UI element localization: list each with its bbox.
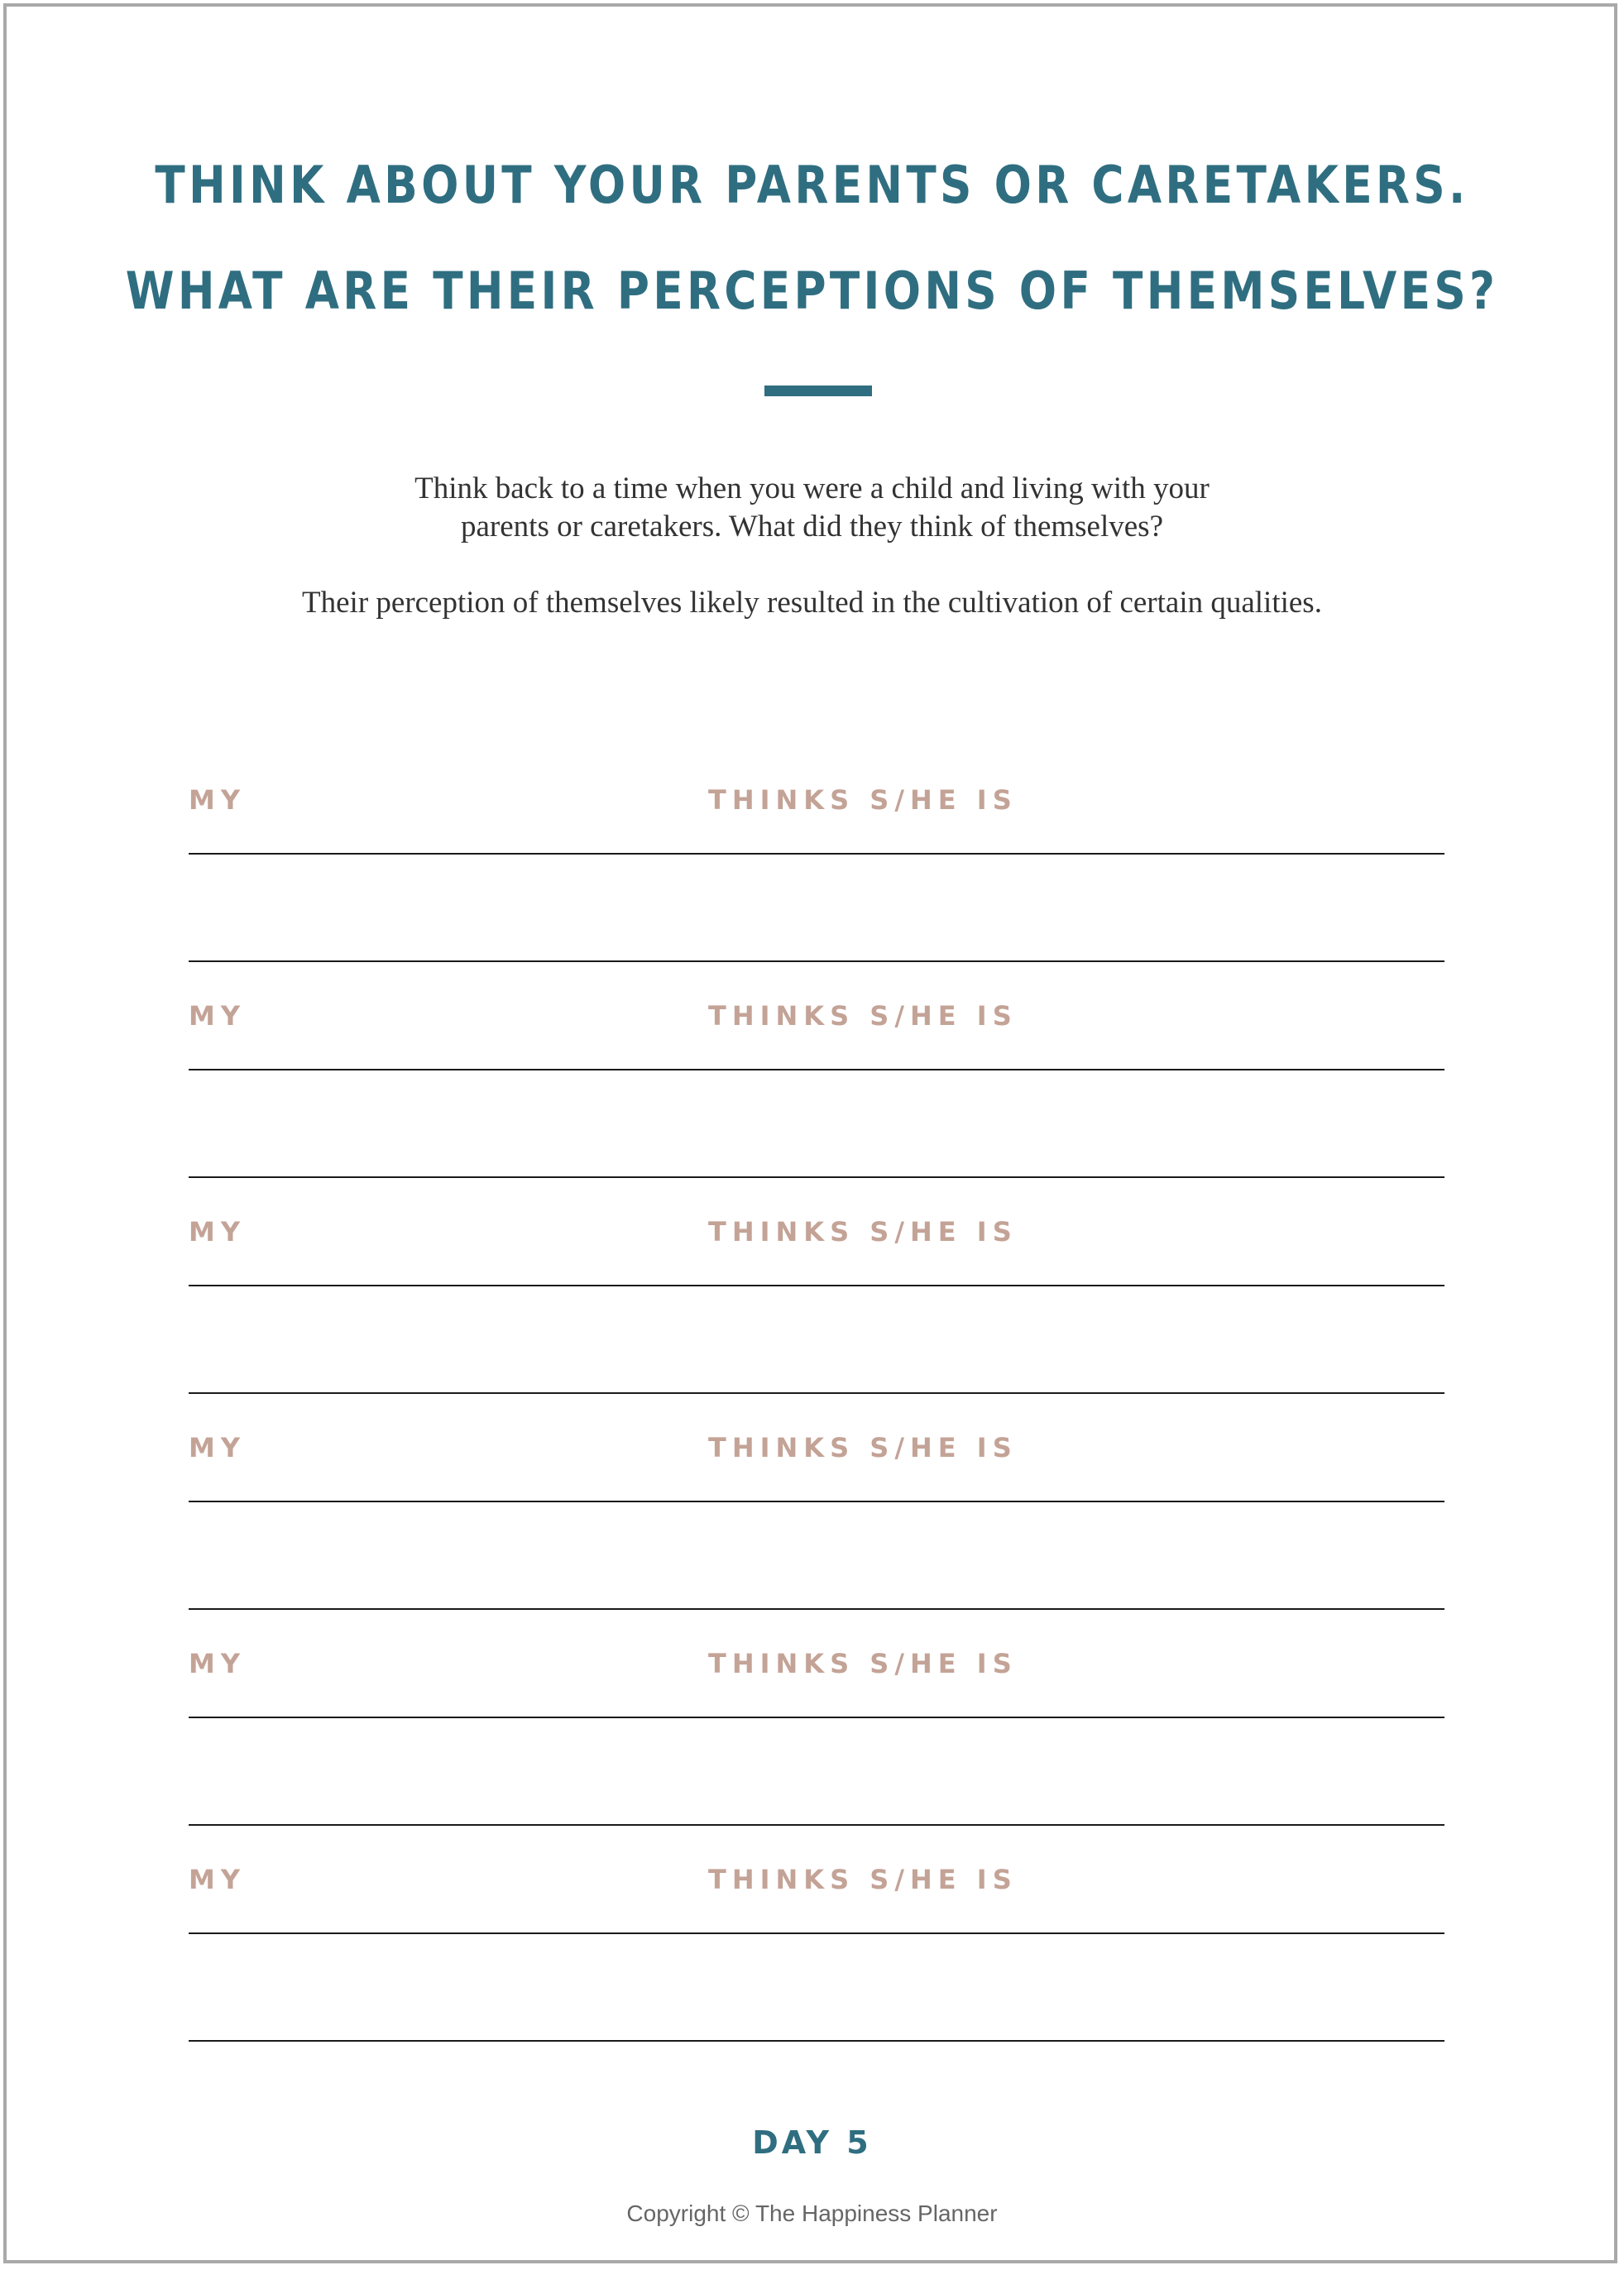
row-label-area[interactable] <box>189 1633 1444 1717</box>
answer-space[interactable] <box>189 1502 1444 1608</box>
my-label: MY <box>189 784 247 816</box>
intro-line-2: parents or caretakers. What did they think of themselves? <box>461 510 1163 544</box>
my-label: MY <box>189 1432 247 1463</box>
row-label-area[interactable] <box>189 1417 1444 1501</box>
answer-space[interactable] <box>189 855 1444 960</box>
thinks-label: THINKS S/HE IS <box>708 1432 1018 1463</box>
thinks-label: THINKS S/HE IS <box>708 784 1018 816</box>
row-label-area[interactable] <box>189 985 1444 1069</box>
worksheet-row <box>189 1201 1444 1417</box>
intro-paragraph-2: Their perception of themselves likely resulted in the cultivation of certain qualities. <box>302 586 1322 620</box>
write-line <box>189 1824 1444 1826</box>
title-line-2: WHAT ARE THEIR PERCEPTIONS OF THEMSELVES? <box>125 261 1499 321</box>
row-label-area[interactable] <box>189 1849 1444 1932</box>
worksheet-row <box>189 985 1444 1201</box>
answer-space[interactable] <box>189 1934 1444 2040</box>
thinks-label: THINKS S/HE IS <box>708 1648 1018 1679</box>
write-line <box>189 1176 1444 1178</box>
write-line <box>189 1392 1444 1394</box>
answer-space[interactable] <box>189 1286 1444 1392</box>
worksheet-row <box>189 1417 1444 1633</box>
answer-space[interactable] <box>189 1070 1444 1176</box>
my-label: MY <box>189 1216 247 1248</box>
intro-line-1: Think back to a time when you were a child and living with your <box>414 472 1210 505</box>
row-label-area[interactable] <box>189 769 1444 853</box>
worksheet-row <box>189 1849 1444 2065</box>
day-label: DAY 5 <box>752 2124 872 2161</box>
copyright-text: Copyright © The Happiness Planner <box>626 2201 998 2226</box>
worksheet-rows <box>189 769 1444 2065</box>
intro-text <box>0 470 1624 622</box>
title-line-1: THINK ABOUT YOUR PARENTS OR CARETAKERS. <box>155 155 1469 215</box>
row-label-area[interactable] <box>189 1201 1444 1285</box>
title-divider <box>764 386 872 396</box>
my-label: MY <box>189 1648 247 1679</box>
write-line <box>189 2040 1444 2042</box>
write-line <box>189 960 1444 962</box>
thinks-label: THINKS S/HE IS <box>708 1864 1018 1895</box>
answer-space[interactable] <box>189 1718 1444 1824</box>
my-label: MY <box>189 1864 247 1895</box>
worksheet-row <box>189 1633 1444 1849</box>
thinks-label: THINKS S/HE IS <box>708 1000 1018 1032</box>
my-label: MY <box>189 1000 247 1032</box>
thinks-label: THINKS S/HE IS <box>708 1216 1018 1248</box>
page-title <box>113 132 1510 344</box>
worksheet-row <box>189 769 1444 985</box>
write-line <box>189 1608 1444 1610</box>
